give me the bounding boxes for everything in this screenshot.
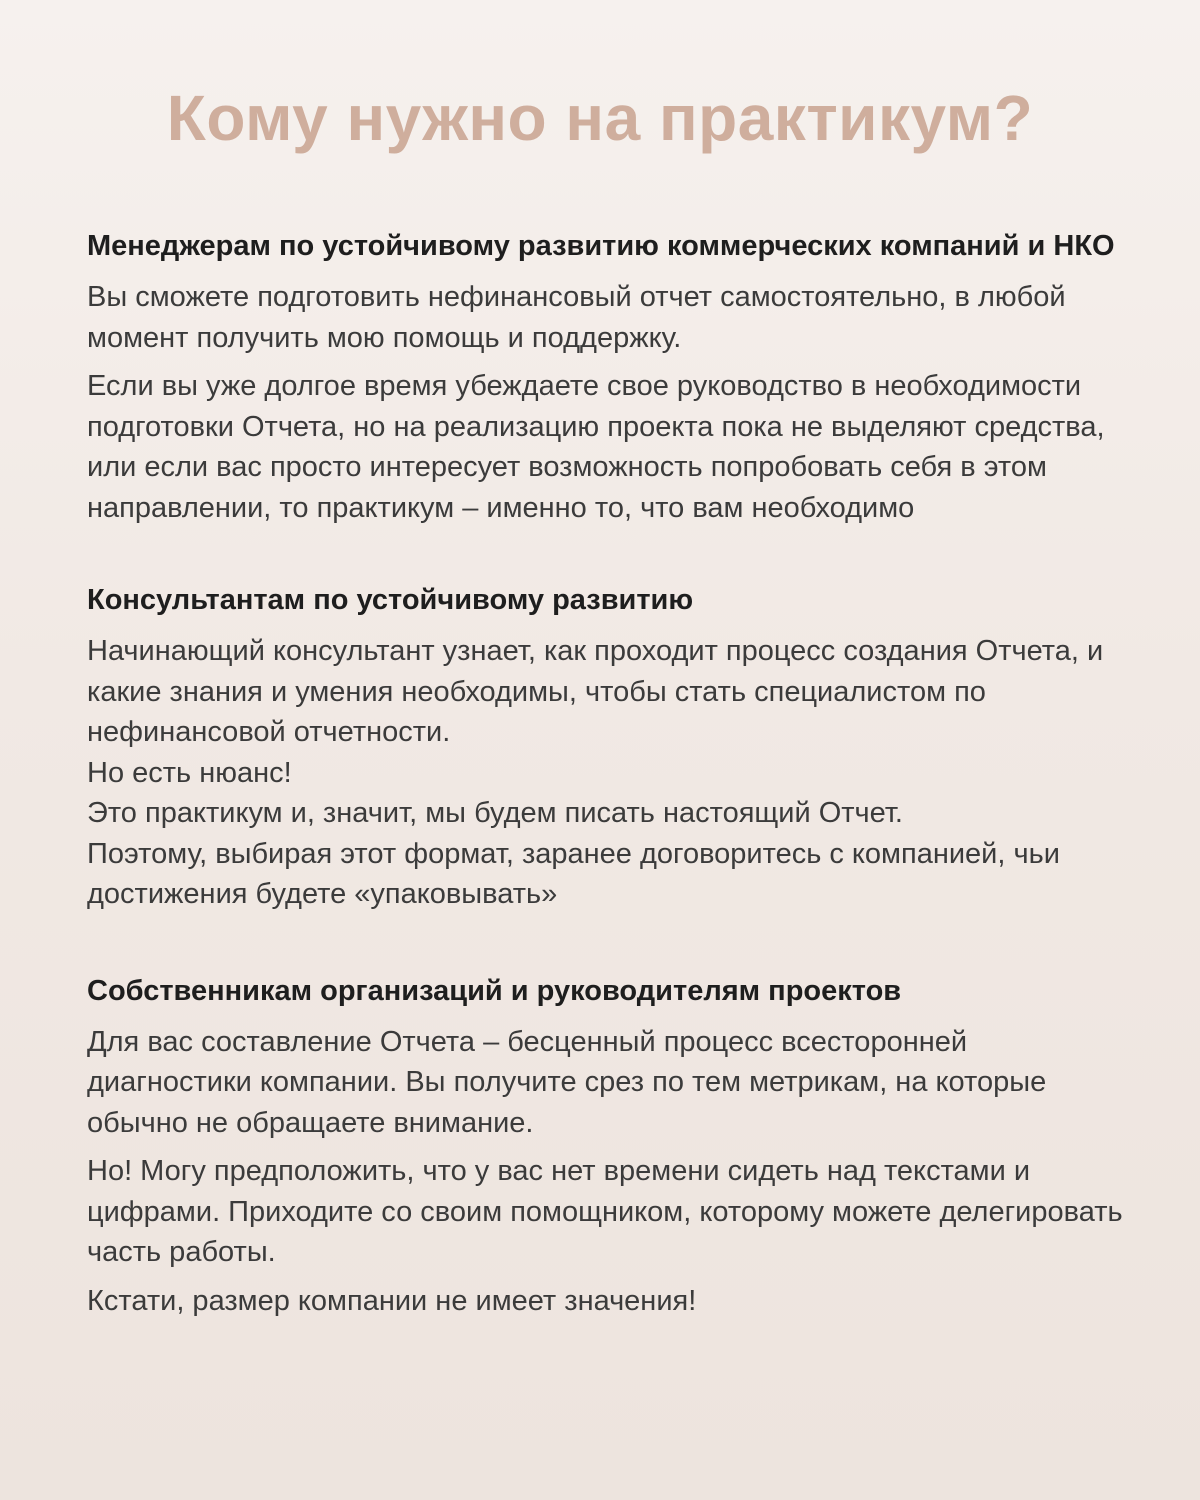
- section-heading: Консультантам по устойчивому развитию: [87, 584, 694, 616]
- section-paragraph: Вы сможете подготовить нефинансовый отчет самостоятельно, в любой момент получить мою помощь и поддержку.: [87, 281, 1066, 354]
- section-paragraph: Для вас составление Отчета – бесценный процесс всесторонней диагностики компании. Вы получите срез по тем метрикам, на которые обычно не обращаете внимание.: [87, 1025, 1047, 1139]
- section-managers: [87, 226, 1137, 528]
- page-title: Кому нужно на практикум?: [166, 82, 1034, 154]
- section-paragraph: Если вы уже долгое время убеждаете свое руководство в необходимости подготовки Отчета, но на реализацию проекта пока не выделяют средства, или если вас просто интересует возможность попробовать себя в этом направлении, то практикум – именно то, что вам необходимо: [87, 370, 1105, 524]
- section-owners: [87, 971, 1137, 1322]
- section-paragraph: Кстати, размер компании не имеет значения!: [87, 1284, 697, 1317]
- section-paragraph: Поэтому, выбирая этот формат, заранее договоритесь с компанией, чьи достижения будете «упаковывать»: [87, 837, 1060, 910]
- section-paragraph: Но есть нюанс!: [87, 756, 292, 789]
- section-consultants: [87, 580, 1137, 915]
- section-paragraph: Начинающий консультант узнает, как проходит процесс создания Отчета, и какие знания и умения необходимы, чтобы стать специалистом по нефинансовой отчетности.: [87, 635, 1104, 748]
- section-heading: Менеджерам по устойчивому развитию коммерческих компаний и НКО: [87, 230, 1115, 262]
- content: [87, 226, 1137, 1321]
- section-heading: Собственникам организаций и руководителям проектов: [87, 974, 902, 1007]
- section-paragraph: Но! Могу предположить, что у вас нет времени сидеть над текстами и цифрами. Приходите со своим помощником, которому можете делегировать часть работы.: [87, 1155, 1123, 1268]
- section-paragraph: Это практикум и, значит, мы будем писать настоящий Отчет.: [87, 797, 903, 829]
